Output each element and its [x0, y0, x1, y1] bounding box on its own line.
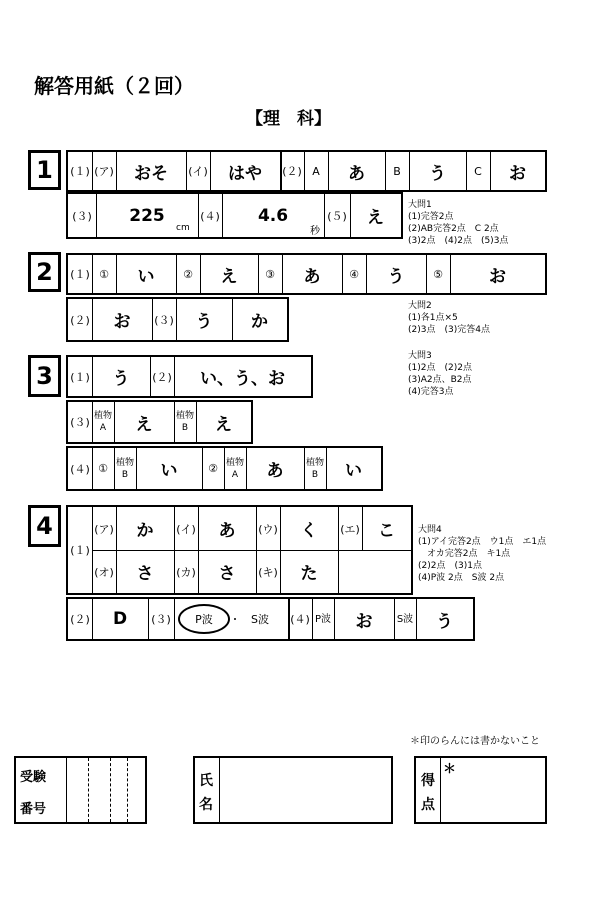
q4-number: 4 [28, 505, 61, 547]
q1-label-2: (２) [282, 165, 302, 178]
q1-label-1a: (ア) [94, 165, 114, 178]
q4-p-wave-label: P波 [314, 613, 332, 625]
q3-answer-2: い、う、お [200, 369, 285, 389]
q4-s-wave-label: S波 [396, 613, 414, 625]
q2-mark-5: ⑤ [433, 267, 443, 281]
q3-label-1: (１) [70, 370, 90, 384]
q2-answer-3b: か [251, 312, 268, 332]
q2-label-3: (３) [154, 313, 174, 327]
q4-label-ki: (キ) [258, 565, 278, 579]
q4-label-u: (ウ) [258, 522, 278, 536]
q3-answer-4b: あ [266, 461, 284, 481]
q2-answer-4: う [387, 266, 405, 287]
q3-answer-4c: い [345, 461, 362, 481]
q3-answer-3b: え [215, 414, 232, 435]
exam-number-label-2: 番号 [20, 802, 47, 817]
q1-number: 1 [28, 150, 61, 190]
score-label-2: 点 [421, 797, 435, 813]
score-box [414, 756, 547, 824]
q4-label-a: (ア) [94, 522, 114, 536]
q3-mark-1: ① [98, 462, 108, 475]
q4-answer-ka: さ [218, 564, 236, 584]
q3-plant-b2: 植物B [115, 457, 134, 480]
q1-answer-1a: おそ [134, 163, 168, 184]
q4-answer-e: こ [378, 521, 395, 541]
q4-label-i: (イ) [176, 522, 196, 536]
divider [219, 758, 220, 822]
q2-label-1: (１) [70, 268, 90, 281]
note-line: (1)完答2点 [408, 212, 454, 222]
page-title: 解答用紙（２回） [34, 74, 194, 98]
q1-unit-3: cm [176, 223, 190, 233]
q3-answer-4a: い [160, 461, 178, 481]
q4-answer-ki: た [300, 564, 318, 584]
name-label-1: 氏 [199, 773, 213, 789]
q1-row2 [66, 192, 403, 239]
divider [440, 758, 441, 822]
q4-answer-4b: う [436, 611, 453, 632]
q3-plant-a: 植物A [93, 411, 112, 433]
q2-mark-3: ③ [265, 267, 275, 281]
q4-label-1: (１) [70, 544, 90, 557]
q1-row1 [66, 150, 547, 192]
q4-label-o: (オ) [94, 565, 114, 579]
score-label-1: 得 [421, 773, 435, 789]
q1-score-notes [408, 199, 508, 247]
exam-number-box [14, 756, 147, 824]
q4-label-e: (エ) [340, 522, 360, 536]
q4-answer-4a: お [355, 611, 373, 632]
q4-s-wave-choice: S波 [251, 613, 269, 626]
q3-row3 [66, 446, 383, 491]
q2-label-2: (２) [70, 313, 90, 327]
q3-label-3: (３) [70, 416, 90, 429]
q1-label-2c: C [474, 164, 482, 178]
note-line: (2)3点 (3)完答4点 [408, 325, 490, 335]
q1-label-2b: B [393, 164, 401, 178]
q1-answer-1b: はや [228, 163, 262, 184]
divider [66, 758, 67, 822]
q2-row2 [66, 297, 289, 342]
q3-answer-1: う [112, 369, 130, 389]
q4-choice-separator: ・ [229, 613, 241, 626]
q4-label-2: (２) [70, 613, 90, 626]
star-mark: ＊ [443, 762, 457, 777]
q1-label-3: (３) [72, 209, 92, 223]
q1-label-5: (５) [327, 209, 347, 223]
q3-plant-b: 植物B [175, 411, 194, 433]
q4-answer-a: か [136, 521, 154, 541]
q4-answer-2: D [112, 609, 128, 629]
note-line: オカ完答2点 キ1点 [418, 549, 511, 559]
note-line: (1)各1点×5 [408, 313, 458, 323]
q2-mark-4: ④ [349, 267, 359, 281]
q2-answer-3: あ [303, 266, 321, 287]
q2-number: 2 [28, 252, 61, 292]
q1-label-4: (４) [200, 209, 220, 223]
note-line: (3)A2点、B2点 [408, 375, 472, 385]
q4-score-notes [418, 524, 546, 584]
note-line: 大問1 [408, 200, 432, 210]
q4-answer-o: さ [136, 564, 154, 584]
name-label-2: 名 [199, 797, 213, 813]
q3-label-4: (４) [70, 462, 90, 476]
q2-answer-5: お [489, 266, 506, 287]
q4-label-3: (３) [151, 613, 171, 626]
note-line: (1)2点 (2)2点 [408, 363, 472, 373]
note-line: (1)アイ完答2点 ウ1点 エ1点 [418, 537, 547, 547]
q3-answer-3a: え [135, 414, 153, 435]
q1-answer-2c: お [509, 163, 526, 184]
q1-label-1b: (イ) [188, 165, 208, 178]
q2-row1 [66, 253, 547, 295]
q2-answer-2b: お [113, 312, 131, 332]
note-line: 大問3 [408, 351, 432, 361]
q2-mark-1: ① [99, 267, 109, 281]
q2-answer-2: え [220, 266, 238, 287]
note-line: (4)P波 2点 S波 2点 [418, 573, 505, 583]
q3-number: 3 [28, 355, 61, 397]
note-line: 大問2 [408, 301, 432, 311]
digit-divider [110, 758, 111, 822]
q1-answer-4: 4.6 [257, 205, 289, 226]
q1-label-2a: A [312, 164, 320, 178]
q3-row2 [66, 400, 253, 444]
note-line: (2)2点 (3)1点 [418, 561, 482, 571]
exam-number-label-1: 受験 [20, 770, 47, 785]
notice-text: ＊印のらんには書かないこと [410, 736, 540, 747]
name-box [193, 756, 393, 824]
q4-label-4: (４) [290, 613, 310, 626]
q1-answer-3: 225 [129, 205, 165, 226]
q2-answer-1: い [137, 266, 155, 287]
digit-divider [88, 758, 89, 822]
q4-answer-u: く [300, 521, 318, 541]
subject-title: 【理 科】 [246, 109, 331, 129]
q2-answer-3a: う [195, 312, 213, 332]
q3-mark-2: ② [208, 462, 218, 475]
q1-answer-2b: う [429, 163, 446, 184]
q3-label-2: (２) [152, 370, 172, 384]
note-line: 大問4 [418, 525, 442, 535]
q4-part2 [66, 597, 475, 641]
q4-answer-i: あ [218, 521, 236, 541]
q4-p-wave-choice: P波 [178, 604, 230, 634]
q1-answer-5: え [367, 208, 384, 228]
digit-divider [127, 758, 128, 822]
q1-answer-2a: あ [348, 163, 365, 184]
q4-label-ka: (カ) [176, 565, 196, 579]
note-line: (2)AB完答2点 C 2点 [408, 224, 499, 234]
q3-score-notes [408, 350, 472, 398]
note-line: (3)2点 (4)2点 (5)3点 [408, 236, 509, 246]
note-line: (4)完答3点 [408, 387, 454, 397]
q3-plant-b3: 植物B [305, 457, 324, 480]
q4-part1 [66, 505, 413, 595]
q2-score-notes [408, 300, 490, 336]
q1-unit-4: 秒 [310, 226, 320, 237]
q1-label-1: (１) [70, 165, 90, 178]
divider [174, 599, 175, 639]
q2-mark-2: ② [183, 267, 193, 281]
q3-row1 [66, 355, 313, 398]
q3-plant-a2: 植物A [225, 457, 244, 480]
